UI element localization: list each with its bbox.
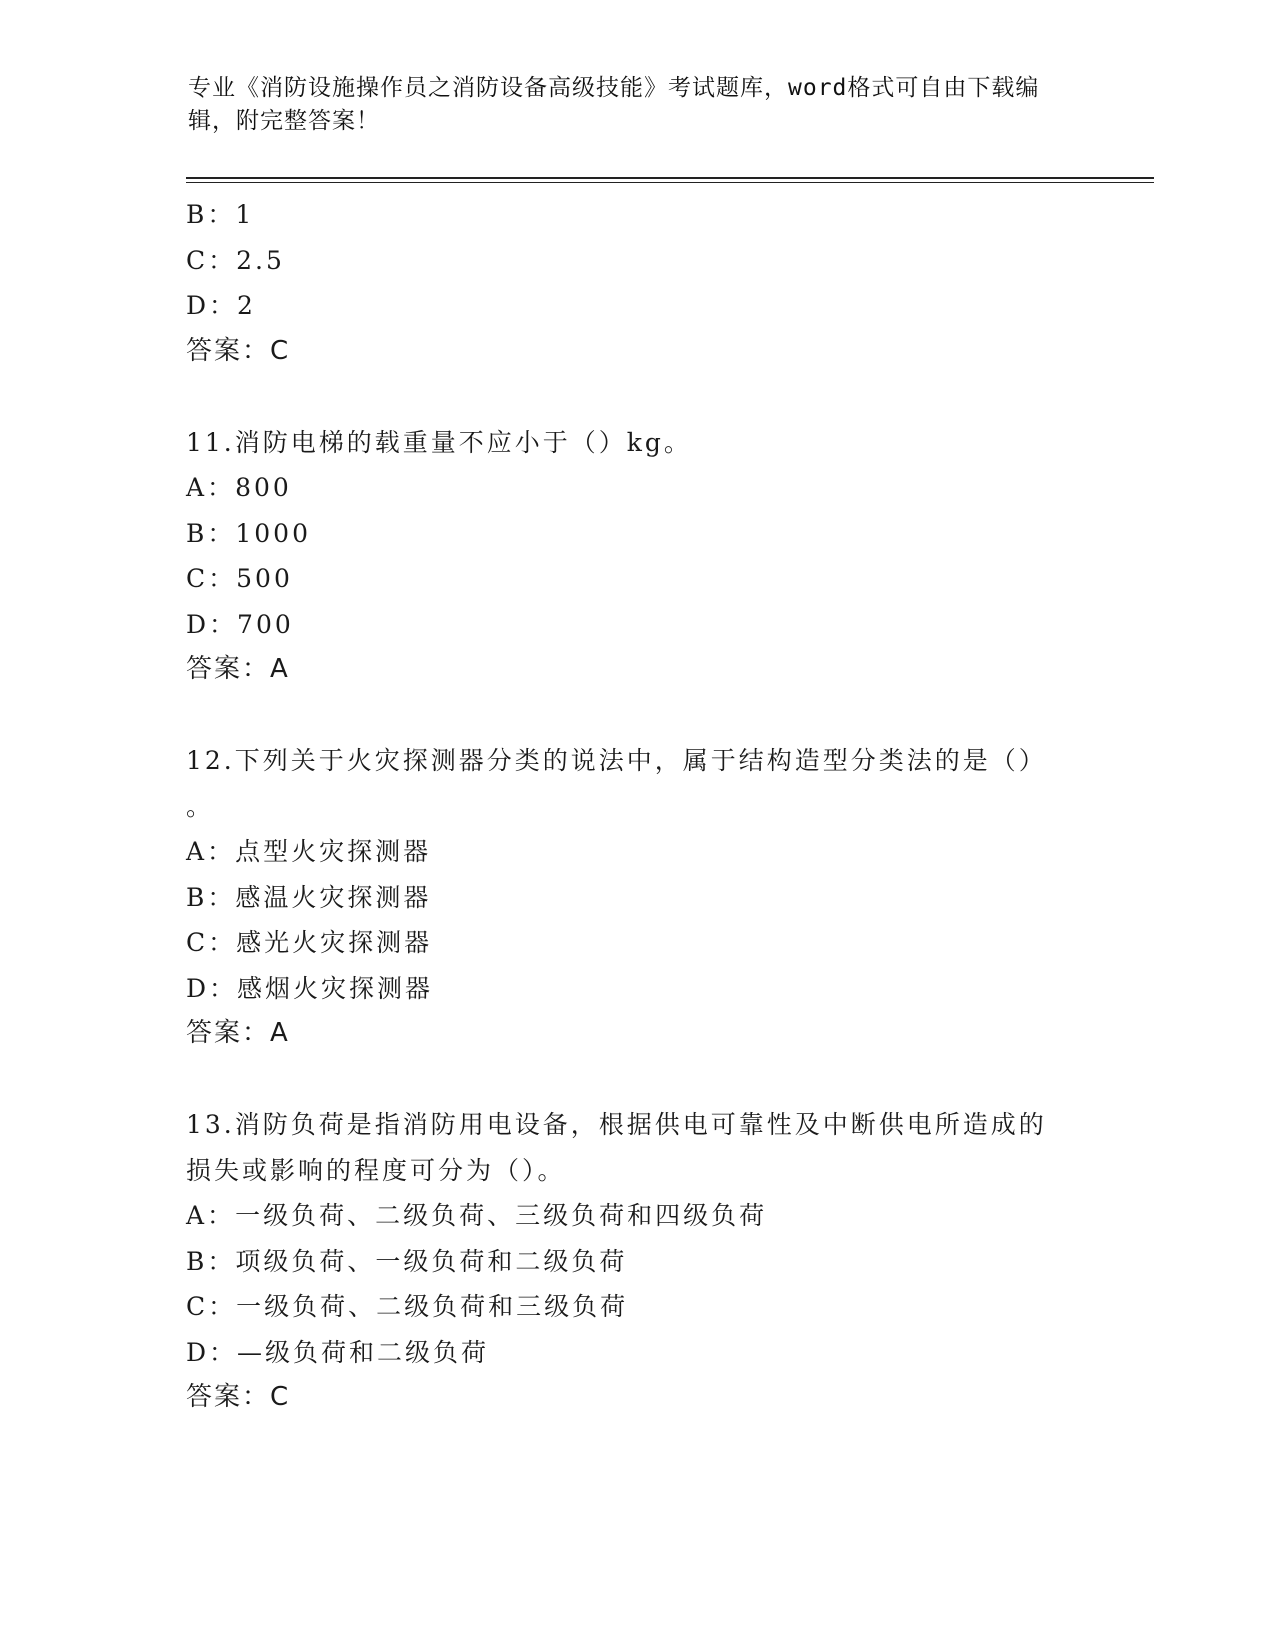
header-divider-thin bbox=[186, 182, 1154, 183]
option-b: B：1 bbox=[186, 200, 255, 229]
option-c: C：2.5 bbox=[186, 245, 285, 275]
option-b: B：项级负荷、一级负荷和二级负荷 bbox=[186, 1246, 628, 1276]
option-c: C：感光火灾探测器 bbox=[186, 928, 433, 957]
question-block-12 bbox=[186, 738, 1086, 1057]
option-c: C：500 bbox=[186, 564, 293, 593]
option-d: D：2 bbox=[186, 291, 256, 320]
answer-line: 答案：C bbox=[186, 1382, 291, 1412]
question-block-11 bbox=[186, 420, 1086, 693]
header-divider-thick bbox=[186, 177, 1154, 179]
question-text: 11.消防电梯的载重量不应小于（）kg。 bbox=[186, 427, 692, 457]
answer-line: 答案：A bbox=[186, 1018, 290, 1048]
option-b: B：1000 bbox=[186, 518, 311, 548]
option-d: D：感烟火灾探测器 bbox=[186, 973, 434, 1003]
option-a: A：一级负荷、二级负荷、三级负荷和四级负荷 bbox=[186, 1201, 768, 1230]
question-text-continued: 。 bbox=[186, 791, 215, 821]
page-header bbox=[188, 72, 1088, 138]
option-b: B：感温火灾探测器 bbox=[186, 882, 432, 912]
question-list bbox=[186, 192, 1086, 1421]
option-a: A：800 bbox=[186, 473, 292, 502]
question-text-continued: 损失或影响的程度可分为（）。 bbox=[186, 1155, 566, 1185]
question-text: 13.消防负荷是指消防用电设备，根据供电可靠性及中断供电所造成的 bbox=[186, 1110, 1047, 1139]
header-line-2: 辑，附完整答案！ bbox=[188, 108, 380, 134]
option-c: C：一级负荷、二级负荷和三级负荷 bbox=[186, 1292, 629, 1321]
question-block-13 bbox=[186, 1102, 1086, 1421]
option-d: D：700 bbox=[186, 609, 294, 639]
question-block-prev bbox=[186, 192, 1086, 374]
question-text: 12.下列关于火灾探测器分类的说法中，属于结构造型分类法的是（） bbox=[186, 746, 1047, 775]
answer-line: 答案：A bbox=[186, 654, 290, 684]
answer-line: 答案：C bbox=[186, 335, 291, 366]
option-a: A：点型火灾探测器 bbox=[186, 837, 432, 866]
header-line-1: 专业《消防设施操作员之消防设备高级技能》考试题库，word格式可自由下载编 bbox=[188, 75, 1040, 101]
option-d: D：—级负荷和二级负荷 bbox=[186, 1337, 490, 1367]
